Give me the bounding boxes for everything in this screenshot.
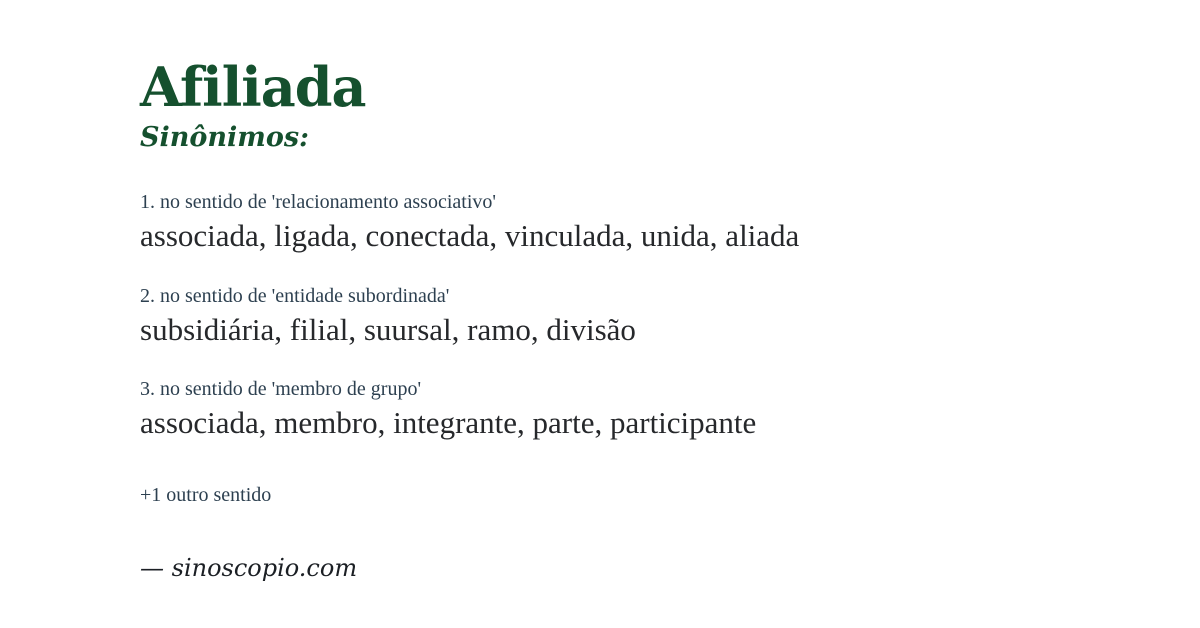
- sense-item-3: [140, 377, 1140, 441]
- attribution: — sinoscopio.com: [140, 554, 358, 583]
- sense-synonyms: associada, membro, integrante, parte, participante: [140, 404, 757, 440]
- senses-list: [140, 190, 1140, 441]
- word-title: Afiliada: [140, 55, 366, 119]
- more-senses-label: +1 outro sentido: [140, 484, 272, 507]
- sense-label: 1. no sentido de 'relacionamento associativo': [140, 191, 496, 214]
- sense-label: 2. no sentido de 'entidade subordinada': [140, 284, 450, 307]
- sense-synonyms: subsidiária, filial, suursal, ramo, divisão: [140, 311, 636, 347]
- synonyms-heading: Sinônimos:: [140, 122, 310, 154]
- sense-synonyms: associada, ligada, conectada, vinculada, unida, aliada: [140, 218, 800, 254]
- sense-item-2: [140, 284, 1140, 348]
- sense-label: 3. no sentido de 'membro de grupo': [140, 377, 422, 400]
- sense-item-1: [140, 190, 1140, 254]
